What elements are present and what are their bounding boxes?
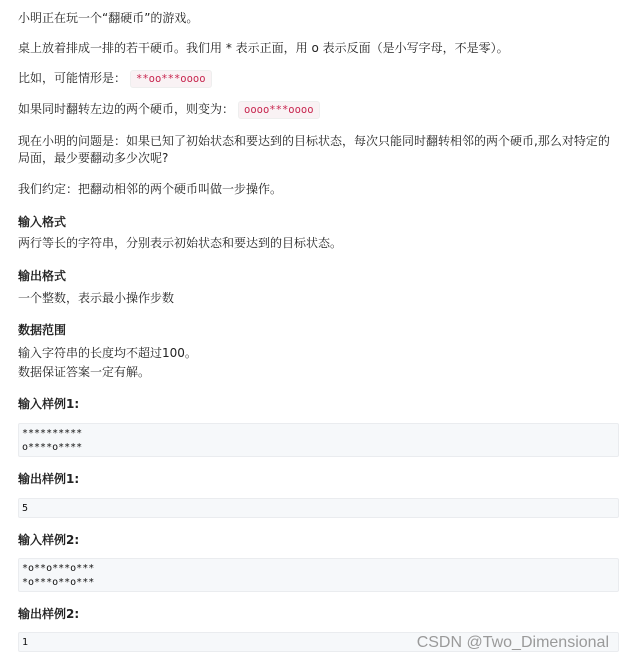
range-line-1: 输入字符串的长度均不超过100。 [18, 346, 197, 360]
range-title: 数据范围 [18, 323, 67, 337]
range-line-2: 数据保证答案一定有解。 [18, 365, 151, 379]
flip-code: oooo***oooo [238, 101, 320, 119]
output-format-text: 一个整数，表示最小操作步数 [18, 291, 175, 305]
question-line-1: 现在小明的问题是：如果已知了初始状态和要达到的目标状态，每次只能同时翻转相邻的两个硬币,那么对特定的 [18, 134, 610, 148]
csdn-watermark: CSDN @Two_Dimensional [416, 634, 609, 651]
sample-out2-title: 输出样例2: [18, 607, 80, 621]
flip-line [18, 101, 320, 119]
sample-in1-title: 输入样例1: [18, 397, 80, 411]
sample-out2-code: 1 [18, 632, 619, 652]
rule-text: 桌上放着排成一排的若干硬币。我们用 * 表示正面，用 o 表示反面（是小写字母，不是零）。 [18, 41, 509, 55]
example-label: 比如，可能情形是： [18, 71, 127, 85]
sample-out1-code: 5 [18, 498, 619, 518]
output-format-title: 输出格式 [18, 269, 67, 283]
sample-in1-code: ********** o****o**** [18, 423, 619, 457]
question-line-2: 局面，最少要翻动多少次呢? [18, 151, 169, 165]
input-format-text: 两行等长的字符串，分别表示初始状态和要达到的目标状态。 [18, 236, 343, 250]
input-format-title: 输入格式 [18, 215, 67, 229]
example-line [18, 70, 212, 88]
sample-in2-title: 输入样例2: [18, 533, 80, 547]
convention-text: 我们约定：把翻动相邻的两个硬币叫做一步操作。 [18, 182, 283, 196]
sample-in2-code: *o**o***o*** *o***o**o*** [18, 558, 619, 592]
example-code: **oo***oooo [130, 70, 212, 88]
flip-label: 如果同时翻转左边的两个硬币，则变为： [18, 102, 235, 116]
sample-out1-title: 输出样例1: [18, 472, 80, 486]
intro-text: 小明正在玩一个“翻硬币”的游戏。 [18, 11, 199, 25]
